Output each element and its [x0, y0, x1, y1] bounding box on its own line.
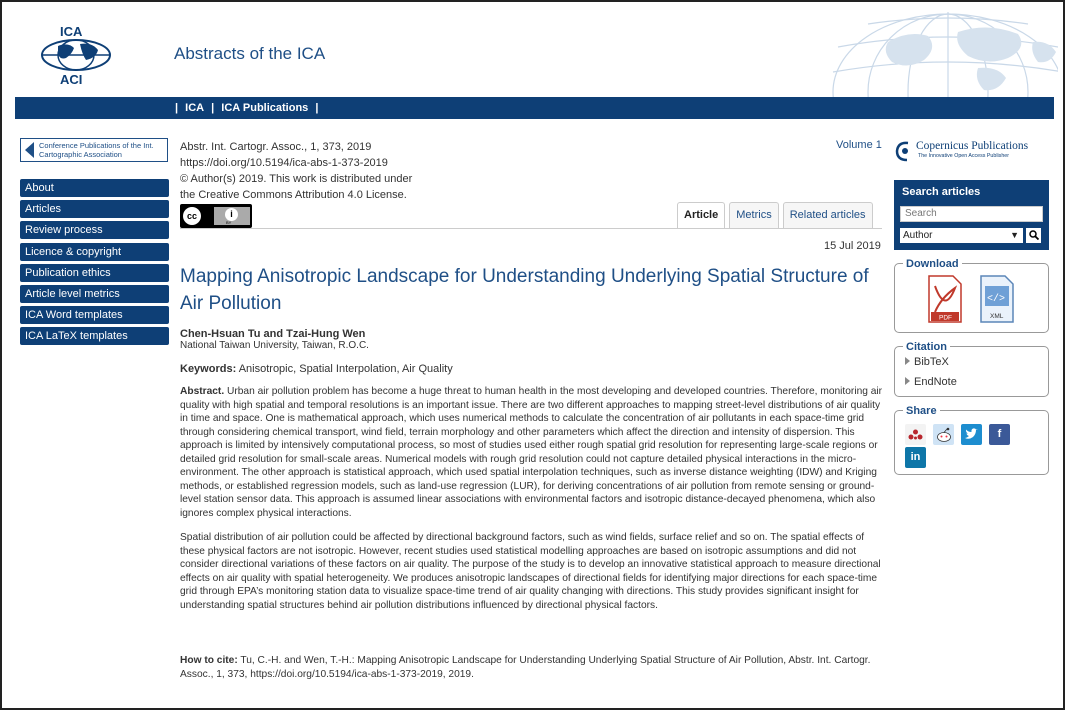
search-articles-title: Search articles	[902, 186, 981, 198]
xml-label: XML	[990, 313, 1004, 320]
tab-divider	[180, 228, 882, 229]
topnav-item-ica-publications[interactable]: ICA Publications	[221, 102, 309, 114]
sidebar-item-articles[interactable]: Articles	[20, 200, 169, 218]
search-icon	[1029, 230, 1039, 240]
site-title[interactable]: Abstracts of the ICA	[174, 44, 326, 63]
copernicus-tagline: The Innovative Open Access Publisher	[918, 153, 1009, 159]
topnav-separator: |	[175, 102, 179, 114]
by-label: BY	[226, 220, 232, 225]
cc-by-license-badge[interactable]	[180, 204, 252, 228]
citation-bibtex-label: BibTeX	[914, 356, 949, 368]
how-to-cite-label: How to cite:	[180, 655, 238, 666]
sidebar-item-review-process[interactable]: Review process	[20, 221, 169, 239]
linkedin-icon[interactable]: in	[905, 447, 926, 468]
license-text[interactable]: the Creative Commons Attribution 4.0 License.	[180, 189, 407, 201]
journal-citation: Abstr. Int. Cartogr. Assoc., 1, 373, 2019	[180, 141, 372, 153]
globe-graphic	[828, 12, 1058, 100]
search-select-value: Author	[903, 230, 933, 241]
article-tabs	[677, 202, 877, 228]
publication-date: 15 Jul 2019	[824, 240, 881, 252]
abstract-paragraph-2: Spatial distribution of air pollution could be affected by directional background factors, such as wind fields, surface relief and so on. The spatial effects of these physical factors are not isotropic. However, recent studies used statistical modelling approaches are based on isotropic assumptions and did not consider directional variations of these factors on air quality. The purpose of the study is to develop an innovative statistical approach to measure directional effects on air quality with spatial heterogeneity. We produces anisotropic landscapes of directional fields for identifying major directions for each space-time grid through EPA’s monitoring station data to visualize space-time trend of air quality changing with directions. This study provides significant insight for understanding spatial structures behind air pollution distributions influenced by directional physical factors.	[180, 532, 881, 611]
sidebar-item-ica-word-templates[interactable]: ICA Word templates	[20, 306, 169, 324]
copernicus-logo[interactable]	[894, 138, 1054, 164]
search-input[interactable]: Search	[900, 206, 1043, 222]
by-icon	[214, 207, 250, 225]
mendeley-icon[interactable]	[905, 424, 926, 445]
keywords	[180, 363, 453, 375]
sidebar-item-article-level-metrics[interactable]: Article level metrics	[20, 285, 169, 303]
ica-logo[interactable]	[38, 24, 116, 86]
keywords-text: Anisotropic, Spatial Interpolation, Air Quality	[238, 363, 453, 375]
twitter-icon[interactable]	[961, 424, 982, 445]
logo-bottom-text: ACI	[60, 72, 83, 86]
cc-icon: cc	[183, 207, 201, 225]
search-articles-box	[894, 180, 1049, 250]
search-button[interactable]	[1026, 228, 1041, 243]
person-icon: i	[225, 208, 238, 221]
sidebar-navigation	[20, 179, 169, 349]
facebook-icon[interactable]: f	[989, 424, 1010, 445]
download-panel	[894, 258, 1049, 333]
abstract-paragraph-1	[180, 385, 884, 520]
citation-endnote-label: EndNote	[914, 376, 957, 388]
back-arrow-icon	[25, 142, 34, 158]
download-title: Download	[903, 258, 962, 270]
citation-panel	[894, 341, 1049, 397]
keywords-label: Keywords:	[180, 363, 237, 375]
citation-title: Citation	[903, 341, 950, 353]
author-affiliation: National Taiwan University, Taiwan, R.O.C.	[180, 340, 369, 351]
sidebar-item-about[interactable]: About	[20, 179, 169, 197]
share-title: Share	[903, 405, 940, 417]
search-field-select[interactable]	[900, 228, 1023, 243]
abstract-text-1: Urban air pollution problem has become a huge threat to human health in the most developing and developed countries. Therefore, monitoring air quality with high spatial and temporal resolutions is an important issue. There are two different approaches to mapping street-level distributions of air quality in time and space. One is mathematical approach, which uses numerical methods to calculate the concentration of air pollutants in each space-time grid through considering chemical transport, wind field, terrain morphology and other parameters which affect the direction and intensity of dispersion. This approach is limited by intensively computational process, so most of studies used either rough spatial grid resolution for representing large-scale regions or detailed grid resolution for small-scale areas. Numerical models with rough grid resolution could not capture detailed physical interactions in the micro-environment. The other approach is statistical approach, which used spatial interpolation techniques, such as inverse distance weighting (IDW) and Kriging methods, or established regression models, such as land-use regression (LUR), for deriving concentrations of air pollution from remote sensing or ground-level station sensor data. This approach is assumed linear associations with environmental factors and isotropic distance-decayed phenomena, which also ignores complex physical interactions.	[180, 386, 883, 519]
abstract-label: Abstract.	[180, 386, 225, 397]
article-title: Mapping Anisotropic Landscape for Understanding Underlying Spatial Structure of Air Pollution	[180, 266, 869, 314]
citation-bibtex[interactable]	[905, 356, 949, 368]
how-to-cite	[180, 654, 884, 682]
svg-text:</>: </>	[987, 294, 1006, 305]
top-navigation	[15, 97, 1054, 119]
article-meta	[180, 139, 440, 203]
copernicus-name: Copernicus Publications	[916, 140, 1029, 152]
pdf-label: PDF	[939, 314, 952, 322]
article-authors: Chen-Hsuan Tu and Tzai-Hung Wen	[180, 328, 366, 340]
xml-download-icon[interactable]	[979, 274, 1015, 324]
expand-triangle-icon	[905, 377, 910, 385]
abstract	[180, 385, 884, 623]
share-panel	[894, 405, 1049, 475]
topnav-item-ica[interactable]: ICA	[185, 102, 205, 114]
doi-link[interactable]: https://doi.org/10.5194/ica-abs-1-373-2019	[180, 157, 388, 169]
topnav-separator: |	[315, 102, 319, 114]
reddit-icon[interactable]	[933, 424, 954, 445]
expand-triangle-icon	[905, 357, 910, 365]
conference-badge-text: Conference Publications of the Int. Cartographic Association	[39, 141, 154, 159]
tab-metrics[interactable]: Metrics	[729, 202, 778, 228]
sidebar-item-ica-latex-templates[interactable]: ICA LaTeX templates	[20, 327, 169, 345]
copyright-text: © Author(s) 2019. This work is distributed under	[180, 173, 413, 185]
tab-article[interactable]: Article	[677, 202, 725, 228]
chevron-down-icon: ▼	[1010, 230, 1019, 240]
tab-related-articles[interactable]: Related articles	[783, 202, 873, 228]
conference-publications-badge[interactable]	[20, 138, 168, 162]
how-to-cite-text: Tu, C.-H. and Wen, T.-H.: Mapping Anisotropic Landscape for Understanding Underlying Spatial Structure of Air Pollution, Abstr. Int. Cartogr. Assoc., 1, 373, https://doi.org/10.5194/ica-abs-1-373-2019, 2019.	[180, 655, 871, 680]
pdf-download-icon[interactable]	[927, 274, 963, 324]
logo-top-text: ICA	[60, 24, 83, 39]
sidebar-item-licence-copyright[interactable]: Licence & copyright	[20, 243, 169, 261]
topnav-separator: |	[211, 102, 215, 114]
sidebar-item-publication-ethics[interactable]: Publication ethics	[20, 264, 169, 282]
volume-link[interactable]: Volume 1	[836, 139, 882, 151]
citation-endnote[interactable]	[905, 376, 957, 388]
copernicus-mark-icon	[894, 140, 912, 162]
